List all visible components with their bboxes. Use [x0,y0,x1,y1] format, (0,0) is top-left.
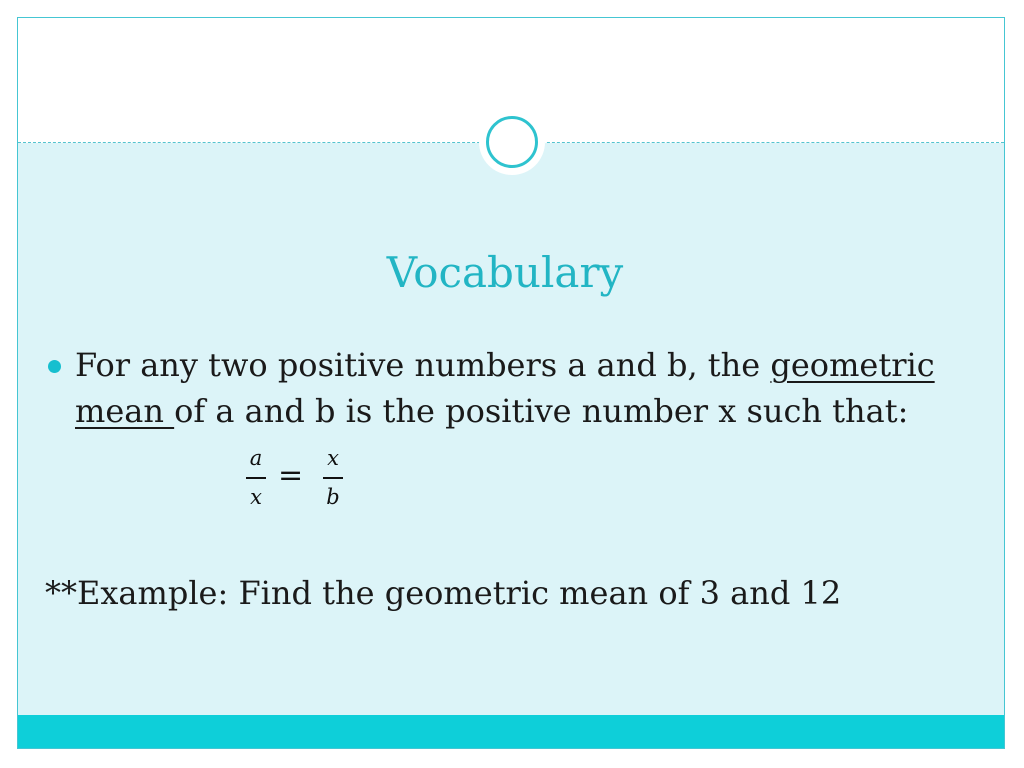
bullet-text-after: of a and b is the positive number x such that: [174,392,909,430]
bullet-text [75,342,975,434]
slide-title: Vocabulary [386,248,624,297]
fraction-left-denominator: x [250,485,262,509]
example-text: **Example: Find the geometric mean of 3 and 12 [45,574,842,612]
slide-title-container [18,248,1004,297]
bottom-bar [18,715,1004,748]
fraction-left-bar [246,477,266,479]
bullet-dot-icon [48,360,61,373]
fraction-right-numerator: x [327,446,339,470]
equals-sign: = [278,458,304,493]
bullet-text-before: For any two positive numbers a and b, the [75,346,771,384]
fraction-right-denominator: b [326,485,340,509]
circle-ring-icon [486,116,538,168]
fraction-right-bar [323,477,343,479]
proportion-formula [245,446,355,516]
fraction-left-numerator: a [249,446,263,470]
bullet-term: geometric mean [75,346,935,430]
